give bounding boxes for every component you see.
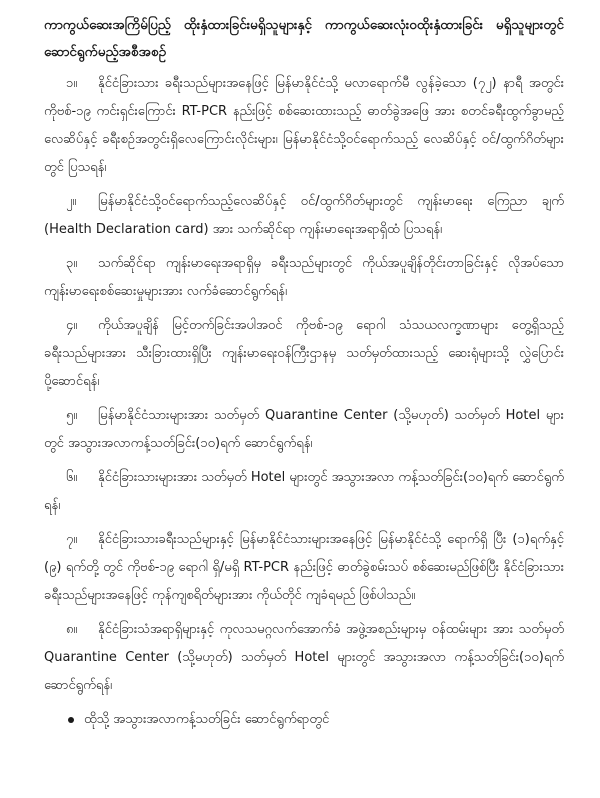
list-item-3 xyxy=(44,250,564,306)
item-number: ၂။ xyxy=(66,194,77,209)
bullet-text: ထိုသို့ အသွားအလာကန့်သတ်ခြင်း ဆောင်ရွက်ရာတွင် xyxy=(84,712,330,727)
bullet-item xyxy=(84,706,564,734)
item-text: နိုင်ငံခြားသားများအား သတ်မှတ် Hotel များတွင် အသွားအလာ ကန့်သတ်ခြင်း(၁၀)ရက် ဆောင်ရွက်ရန်၊ xyxy=(44,470,564,513)
item-number: ၇။ xyxy=(66,532,78,547)
item-number: ၅။ xyxy=(66,408,78,423)
document-heading: ကာကွယ်ဆေးအကြိမ်ပြည့် ထိုးနှံထားခြင်းမရှိသူများနှင့် ကာကွယ်ဆေးလုံးဝထိုးနှံထားခြင်း မရှိသူများတွင် ဆောင်ရွက်မည့်အစီအစဉ် xyxy=(44,17,564,60)
item-text: နိုင်ငံခြားသံအရာရှိများနှင့် ကုလသမဂ္ဂလက်အောက်ခံ အဖွဲ့အစည်းများမှ ဝန်ထမ်းများ အား သတ်မှတ် Quarantine Center (သို့မဟုတ်) သတ်မှတ် Hotel များတွင် အသွားအလာ ကန့်သတ်ခြင်း(၁၀)ရက် ဆောင်ရွက်ရန်၊ xyxy=(44,622,564,693)
item-number: ၁။ xyxy=(66,76,78,91)
item-text: မြန်မာနိုင်ငံသားများအား သတ်မှတ် Quarantine Center (သို့မဟုတ်) သတ်မှတ် Hotel များ တွင် အသွားအလာကန့်သတ်ခြင်း(၁၀)ရက် ဆောင်ရွက်ရန်၊ xyxy=(44,408,564,451)
item-text: မြန်မာနိုင်ငံသို့ဝင်ရောက်သည့်လေဆိပ်နှင့် ဝင်/ထွက်ဂိတ်များတွင် ကျန်းမာရေး ကြေညာ ချက် (Health Declaration card) အား သက်ဆိုင်ရာ ကျန်းမာရေးအရာရှိထံ ပြသရန်၊ xyxy=(44,194,564,237)
list-item-4 xyxy=(44,312,564,396)
item-text: သက်ဆိုင်ရာ ကျန်းမာရေးအရာရှိမှ ခရီးသည်များတွင် ကိုယ်အပူချိန်တိုင်းတာခြင်းနှင့် လိုအပ်သော ကျန်းမာရေးစစ်ဆေးမှုများအား လက်ခံဆောင်ရွက်ရန်၊ xyxy=(44,256,564,299)
bullet-dot-icon xyxy=(68,717,74,723)
item-text: နိုင်ငံခြားသား ခရီးသည်များအနေဖြင့် မြန်မာနိုင်ငံသို့ မလာရောက်မီ လွန်ခဲ့သော (၇၂) နာရီ အတွင်း ကိုဗစ်-၁၉ ကင်းရှင်းကြောင်း RT-PCR နည်းဖြင့် စစ်ဆေးထားသည့် ဓာတ်ခွဲအဖြေ အား စတင်ခရီးထွက်ခွာမည့်လေဆိပ်နှင့် ခရီးစဉ်အတွင်းရှိလေကြောင်းလိုင်းများ၊ မြန်မာနိုင်ငံသို့ဝင်ရောက်သည့် လေဆိပ်နှင့် ဝင်/ထွက်ဂိတ်များတွင် ပြသရန်၊ xyxy=(44,76,564,175)
item-number: ၈။ xyxy=(66,622,78,637)
item-number: ၆။ xyxy=(66,470,78,485)
list-item-1 xyxy=(44,70,564,182)
list-item-7 xyxy=(44,526,564,610)
item-text: ကိုယ်အပူချိန် မြင့်တက်ခြင်းအပါအဝင် ကိုဗစ်-၁၉ ရောဂါ သံသယလက္ခဏာများ တွေ့ရှိသည့် ခရီးသည်များအား သီးခြားထားရှိပြီး ကျန်းမာရေးဝန်ကြီးဌာနမှ သတ်မှတ်ထားသည့် ဆေးရုံများသို့ လွှဲပြောင်းပို့ဆောင်ရန်၊ xyxy=(44,318,564,389)
list-item-8 xyxy=(44,616,564,700)
list-item-6 xyxy=(44,464,564,520)
item-number: ၄။ xyxy=(66,318,78,333)
list-item-2 xyxy=(44,188,564,244)
item-text: နိုင်ငံခြားသားခရီးသည်များနှင့် မြန်မာနိုင်ငံသားများအနေဖြင့် မြန်မာနိုင်ငံသို့ ရောက်ရှိ ပြီး (၁)ရက်နှင့် (၉) ရက်တို့ တွင် ကိုဗစ်-၁၉ ရောဂါ ရှိ/မရှိ RT-PCR နည်းဖြင့် ဓာတ်ခွဲစမ်းသပ် စစ်ဆေးမည်ဖြစ်ပြီး နိုင်ငံခြားသားခရီးသည်များအနေဖြင့် ကုန်ကျစရိတ်များအား ကိုယ်တိုင် ကျခံရမည် ဖြစ်ပါသည်။ xyxy=(44,532,564,603)
list-item-5 xyxy=(44,402,564,458)
item-number: ၃။ xyxy=(66,256,78,271)
